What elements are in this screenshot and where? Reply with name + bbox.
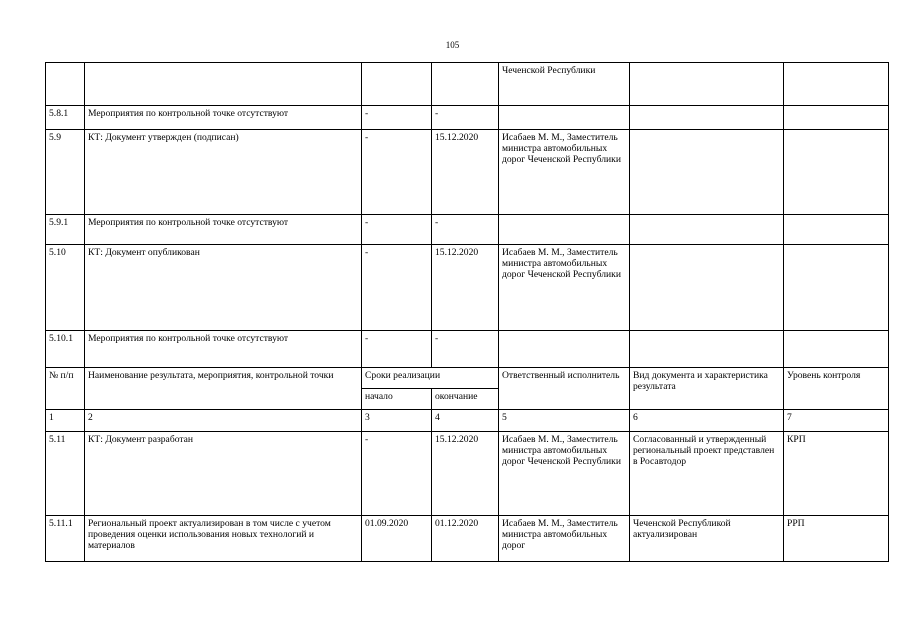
cell-end — [432, 63, 499, 106]
cell-doc: Согласованный и утвержденный региональный проект представлен в Росавтодор — [630, 432, 784, 516]
cell-end: - — [432, 106, 499, 130]
cell-name: Региональный проект актуализирован в том числе с учетом проведения оценки использования новых технологий и материалов — [85, 516, 362, 562]
cell-doc — [630, 331, 784, 368]
cell-resp: Исабаев М. М., Заместитель министра автомобильных дорог — [499, 516, 630, 562]
cell-level — [784, 106, 889, 130]
cell-resp — [499, 331, 630, 368]
cell-doc — [630, 245, 784, 331]
cell-resp — [499, 215, 630, 245]
cell-resp — [499, 106, 630, 130]
cell-resp: Исабаев М. М., Заместитель министра автомобильных дорог Чеченской Республики — [499, 245, 630, 331]
table-row — [46, 106, 889, 130]
cell-resp: Чеченской Республики — [499, 63, 630, 106]
cell-doc — [630, 215, 784, 245]
cell-start: 01.09.2020 — [362, 516, 432, 562]
cell-name: Мероприятия по контрольной точке отсутствуют — [85, 331, 362, 368]
cell-name: КТ: Документ разработан — [85, 432, 362, 516]
cell-end: 15.12.2020 — [432, 130, 499, 215]
cell-end: - — [432, 215, 499, 245]
index-cell: 6 — [630, 410, 784, 432]
cell-start: - — [362, 432, 432, 516]
cell-num: 5.10.1 — [46, 331, 85, 368]
table-row — [46, 63, 889, 106]
cell-num — [46, 63, 85, 106]
cell-end: 15.12.2020 — [432, 432, 499, 516]
cell-start: - — [362, 245, 432, 331]
cell-start: - — [362, 331, 432, 368]
table-row — [46, 432, 889, 516]
header-row — [46, 368, 889, 389]
header-doc: Вид документа и характеристика результата — [630, 368, 784, 410]
cell-level — [784, 331, 889, 368]
cell-name — [85, 63, 362, 106]
plan-table — [45, 62, 889, 562]
cell-end: 01.12.2020 — [432, 516, 499, 562]
cell-doc — [630, 130, 784, 215]
header-end: окончание — [432, 389, 499, 410]
cell-level: РРП — [784, 516, 889, 562]
cell-level: КРП — [784, 432, 889, 516]
cell-doc — [630, 63, 784, 106]
table-row — [46, 130, 889, 215]
index-cell: 3 — [362, 410, 432, 432]
cell-name: КТ: Документ утвержден (подписан) — [85, 130, 362, 215]
index-cell: 5 — [499, 410, 630, 432]
table-row — [46, 215, 889, 245]
index-cell: 4 — [432, 410, 499, 432]
header-level: Уровень контроля — [784, 368, 889, 410]
cell-num: 5.11.1 — [46, 516, 85, 562]
cell-resp: Исабаев М. М., Заместитель министра автомобильных дорог Чеченской Республики — [499, 432, 630, 516]
cell-resp: Исабаев М. М., Заместитель министра автомобильных дорог Чеченской Республики — [499, 130, 630, 215]
table-row — [46, 245, 889, 331]
page-number: 105 — [445, 40, 460, 50]
cell-name: КТ: Документ опубликован — [85, 245, 362, 331]
cell-start: - — [362, 130, 432, 215]
table-row — [46, 331, 889, 368]
cell-name: Мероприятия по контрольной точке отсутствуют — [85, 215, 362, 245]
index-cell: 2 — [85, 410, 362, 432]
header-num: № п/п — [46, 368, 85, 410]
cell-end: 15.12.2020 — [432, 245, 499, 331]
cell-end: - — [432, 331, 499, 368]
cell-level — [784, 245, 889, 331]
cell-num: 5.9 — [46, 130, 85, 215]
cell-num: 5.11 — [46, 432, 85, 516]
index-cell: 1 — [46, 410, 85, 432]
cell-start: - — [362, 106, 432, 130]
cell-num: 5.8.1 — [46, 106, 85, 130]
cell-num: 5.9.1 — [46, 215, 85, 245]
header-start: начало — [362, 389, 432, 410]
header-resp: Ответственный исполнитель — [499, 368, 630, 410]
header-name: Наименование результата, мероприятия, контрольной точки — [85, 368, 362, 410]
table-row — [46, 516, 889, 562]
cell-level — [784, 130, 889, 215]
cell-doc: Чеченской Республикой актуализирован — [630, 516, 784, 562]
cell-level — [784, 63, 889, 106]
cell-level — [784, 215, 889, 245]
header-terms: Сроки реализации — [362, 368, 499, 389]
index-cell: 7 — [784, 410, 889, 432]
cell-num: 5.10 — [46, 245, 85, 331]
cell-name: Мероприятия по контрольной точке отсутствуют — [85, 106, 362, 130]
index-row — [46, 410, 889, 432]
cell-start: - — [362, 215, 432, 245]
cell-doc — [630, 106, 784, 130]
cell-start — [362, 63, 432, 106]
